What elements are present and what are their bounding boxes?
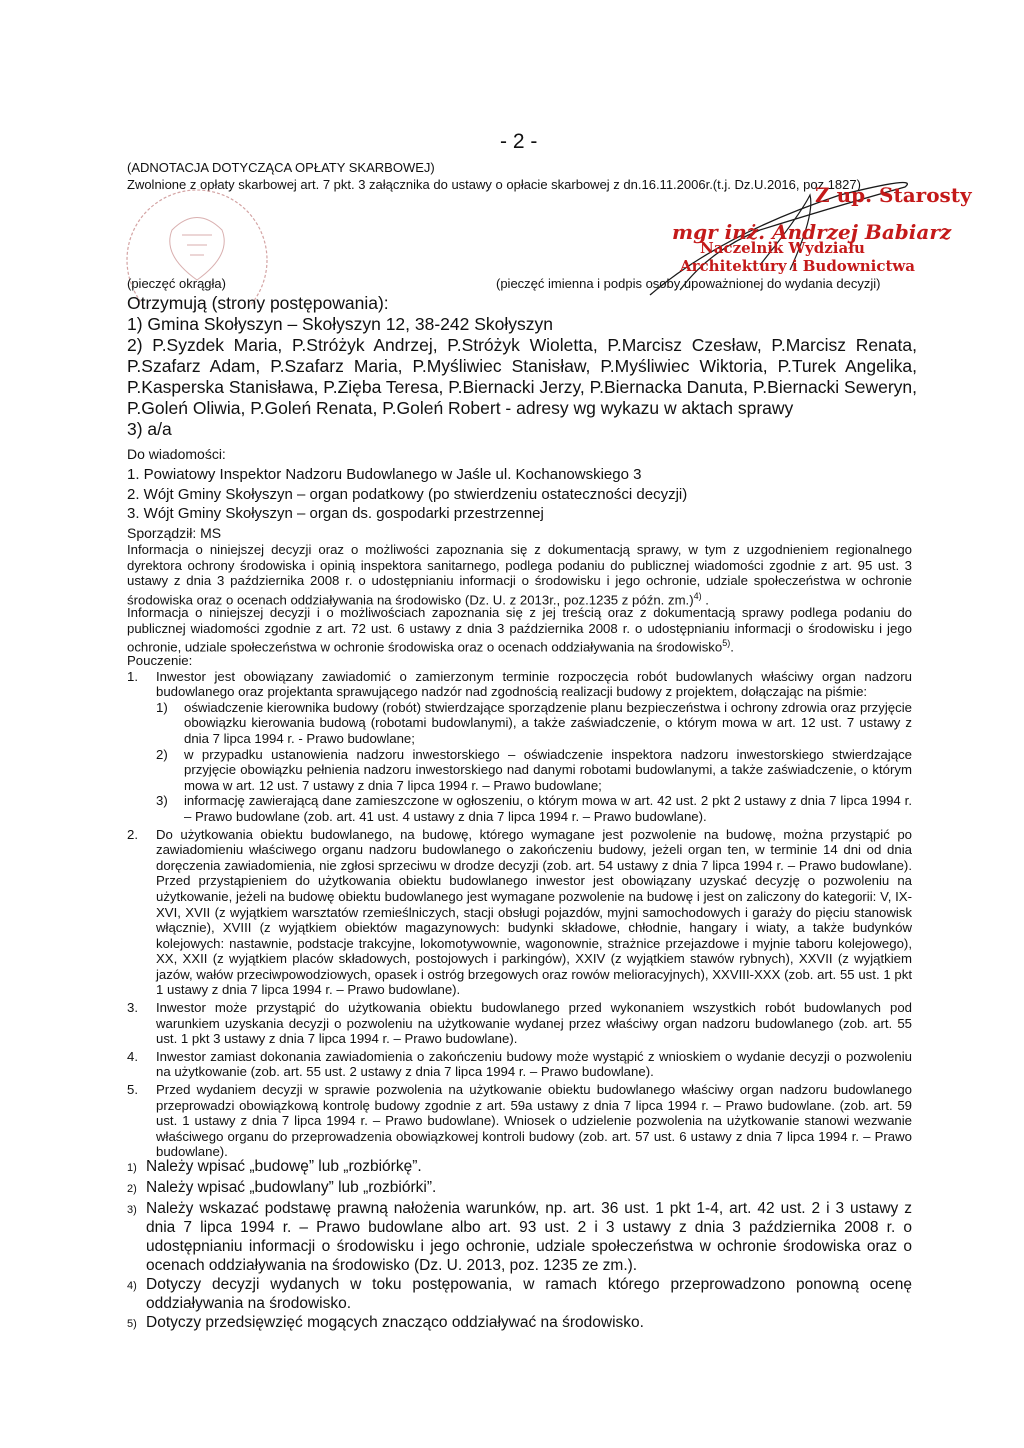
notification-item: 2. Wójt Gminy Skołyszyn – organ podatkowy (po stwierdzeniu ostateczności decyzji): [127, 485, 688, 503]
stamp-name: mgr inż. Andrzej Babiarz: [672, 220, 952, 244]
fee-exemption-note: Zwolnione z opłaty skarbowej art. 7 pkt. 3 załącznika do ustawy o opłacie skarbowej z dn.16.11.2006r.(t.j. Dz.U.2016, poz.1827): [127, 177, 861, 192]
recipients-title: Otrzymują (strony postępowania):: [127, 293, 389, 313]
instruction-title: Pouczenie:: [127, 653, 193, 668]
instruction-item: 5. Przed wydaniem decyzji w sprawie pozwolenia na użytkowanie obiektu budowlanego właściwy organ nadzoru budowlanego przeprowadzi obowiązkową kontrolę budowy zgodnie z art. 59a ustawy z dnia 7 lipca 1994 r. – Prawo budowlane. (zob. art. 59 ust. 1 ustawy z dnia 7 lipca 1994 r. – Prawo budowlane). Wniosek o udzielenie pozwolenia na użytkowanie stanowi wezwanie właściwego organu do przeprowadzenia obowiązkowej kontroli budowy (zob. art. 57 ust. 6 ustawy z dnia 7 lipca 1994 r. – Prawo budowlane).: [127, 1082, 912, 1160]
notification-list: [127, 465, 912, 524]
footnote: 3) Należy wskazać podstawę prawną nałożenia warunków, np. art. 36 ust. 1 pkt 1-4, art. 42 ust. 2 i 3 ustawy z dnia 7 lipca 1994 r. – Prawo budowlane albo art. 93 ust. 2 i 3 ustawy z dnia 3 października 2008 r. o udostępnianiu informacji o środowisku i jego ochronie, udziale społeczeństwa w ochronie środowiska oraz o ocenach oddziaływania na środowisko (Dz. U. 2013, poz. 1235 ze zm.).: [127, 1200, 912, 1274]
footnote: 4) Dotyczy decyzji wydanych w toku postępowania, w ramach którego przeprowadzono ponowną ocenę oddziaływania na środowisko.: [127, 1276, 912, 1312]
notification-item: 1. Powiatowy Inspektor Nadzoru Budowlanego w Jaśle ul. Kochanowskiego 3: [127, 466, 642, 483]
footnote: 5) Dotyczy przedsięwzięć mogących znacząco oddziaływać na środowisko.: [127, 1314, 644, 1331]
seal-label: (pieczęć okrągła): [127, 276, 226, 291]
footnotes-section: [127, 1157, 912, 1334]
footnote: 2) Należy wpisać „budowlany” lub „rozbiórki”.: [127, 1179, 437, 1196]
page-number: - 2 -: [500, 130, 538, 153]
instruction-item: 3. Inwestor może przystąpić do użytkowania obiektu budowlanego przed wykonaniem wszystkich robót budowlanych pod warunkiem uzyskania decyzji o pozwoleniu na użytkowanie wydanej przez właściwy organ nadzoru budowlanego (zob. art. 55 ust. 1 pkt 3 ustawy z dnia 7 lipca 1994 r. – Prawo budowlane).: [127, 1000, 912, 1047]
prepared-by: Sporządził: MS: [127, 525, 222, 541]
stamp-department: Architektury i Budownictwa: [680, 257, 916, 275]
stamp-position: Naczelnik Wydziału: [700, 239, 865, 257]
recipient-item: 2) P.Syzdek Maria, P.Stróżyk Andrzej, P.Stróżyk Wioletta, P.Marcisz Czesław, P.Marcisz Renata, P.Szafarz Adam, P.Szafarz Maria, P.Myśliwiec Stanisław, P.Myśliwiec Wiktoria, P.Turek Angelika, P.Kasperska Stanisława, P.Zięba Teresa, P.Biernacki Jerzy, P.Biernacka Danuta, P.Biernacki Seweryn, P.Goleń Oliwia, P.Goleń Renata, P.Goleń Robert - adresy wg wykazu w aktach sprawy: [127, 335, 917, 418]
public-info-2: Informacja o niniejszej decyzji i o możliwościach zapoznania się z jej treścią oraz z dokumentacją sprawy podlega podaniu do publicznej wiadomości zgodnie z art. 72 ust. 6 ustawy z dnia 3 października 2008 r. o udostępnianiu informacji o środowisku i jego ochronie, udziale społeczeństwa w ochronie środowiska oraz o ocenach oddziaływania na środowisko$^{5)}$.: [127, 605, 912, 655]
instruction-item: 1. Inwestor jest obowiązany zawiadomić o zamierzonym terminie rozpoczęcia robót budowlanych właściwy organ nadzoru budowlanego oraz projektanta sprawującego nadzór nad zgodnością realizacji budowy z projektem, dołączając na piśmie: 1) oświadczenie kierownika budowy (robót) stwierdzające sporządzenie planu bezpieczeństwa i ochrony zdrowia oraz przyjęcie obowiązku kierowania budową (robotami budowlanymi), a także zaświadczenie, o którym mowa w art. 12 ust. 7 ustawy z dnia 7 lipca 1994 r. - Prawo budowlane; 2) w przypadku ustanowienia nadzoru inwestorskiego – oświadczenie inspektora nadzoru inwestorskiego stwierdzające przyjęcie obowiązku pełnienia nadzoru inwestorskiego nad danymi robotami budowlanymi, a także zaświadczenie, o którym mowa w art. 12 ust. 7 ustawy z dnia 7 lipca 1994 r. – Prawo budowlane; 3) informację zawierającą dane zamieszczone w ogłoszeniu, o którym mowa w art. 42 ust. 2 pkt 2 ustawy z dnia 7 lipca 1994 r. – Prawo budowlane (zob. art. 41 ust. 4 ustawy z dnia 7 lipca 1994 r. – Prawo budowlane).: [127, 668, 912, 824]
stamp-authorization: Z up. Starosty: [815, 183, 972, 207]
instruction-section: [127, 653, 912, 1162]
signature-label: (pieczęć imienna i podpis osoby upoważnionej do wydania decyzji): [496, 276, 881, 291]
recipient-item: 3) a/a: [127, 419, 172, 439]
instruction-item: 2. Do użytkowania obiektu budowlanego, na budowę, którego wymagane jest pozwolenie na budowę, można przystąpić po zawiadomieniu właściwego organu nadzoru budowlanego o zakończeniu budowy, jeżeli organ ten, w terminie 14 dni od dnia doręczenia zawiadomienia, nie zgłosi sprzeciwu w drodze decyzji (zob. art. 54 ustawy z dnia 7 lipca 1994 r. – Prawo budowlane). Przed przystąpieniem do użytkowania obiektu budowlanego inwestor jest obowiązany uzyskać decyzję o pozwoleniu na użytkowanie, jeżeli na budowę obiektu budowlanego jest wymagane pozwolenie na budowę i jest on zaliczony do kategorii: V, IX-XVI, XVII (z wyjątkiem warsztatów rzemieślniczych, stacji obsługi pojazdów, myjni samochodowych i garaży do pięciu stanowisk włącznie), XVIII (z wyjątkiem obiektów magazynowych: budynki składowe, chłodnie, hangary i wiaty, a także budynków kolejowych: nastawnie, podstacje trakcyjne, lokomotywownie, wagonownie, strażnice przejazdowe i myjnie taboru kolejowego), XX, XXII (z wyjątkiem placów składowych, postojowych i parkingów), XXIV (z wyjątkiem stawów rybnych), XXVII (z wyjątkiem jazów, wałów przeciwpowodziowych, opasek i ostróg brzegowych oraz rowów melioracyjnych), XXVIII-XXX (zob. art. 55 ust. 1 pkt 1 ustawy z dnia 7 lipca 1994 r. – Prawo budowlane).: [127, 826, 912, 998]
notification-title: Do wiadomości:: [127, 446, 226, 462]
instruction-subitem: 2) w przypadku ustanowienia nadzoru inwestorskiego – oświadczenie inspektora nadzoru inwestorskiego stwierdzające przyjęcie obowiązku pełnienia nadzoru inwestorskiego nad danymi robotami budowlanymi, a także zaświadczenie, o którym mowa w art. 12 ust. 7 ustawy z dnia 7 lipca 1994 r. – Prawo budowlane;: [156, 746, 912, 793]
recipient-item: 1) Gmina Skołyszyn – Skołyszyn 12, 38-242 Skołyszyn: [127, 314, 554, 334]
public-info-1: Informacja o niniejszej decyzji oraz o możliwości zapoznania się z dokumentacją sprawy, w tym z uzgodnieniem regionalnego dyrektora ochrony środowiska i opinią inspektora sanitarnego, podlega podaniu do publicznej wiadomości zgodnie z art. 95 ust. 3 ustawy z dnia 3 października 2008 r. o udostępnianiu informacji o środowisku i jego ochronie, udziale społeczeństwa w ochronie środowiska oraz o ocenach oddziaływania na środowisko (Dz. U. z 2013r., poz.1235 z późn. zm.)$^{4)}$ .: [127, 542, 912, 608]
instruction-subitem: 3) informację zawierającą dane zamieszczone w ogłoszeniu, o którym mowa w art. 42 ust. 2 pkt 2 ustawy z dnia 7 lipca 1994 r. – Prawo budowlane (zob. art. 41 ust. 4 ustawy z dnia 7 lipca 1994 r. – Prawo budowlane).: [156, 793, 912, 824]
fee-annotation-title: (ADNOTACJA DOTYCZĄCA OPŁATY SKARBOWEJ): [127, 160, 435, 175]
instruction-item: 4. Inwestor zamiast dokonania zawiadomienia o zakończeniu budowy może wystąpić z wnioskiem o wydanie decyzji o pozwoleniu na użytkowanie (zob. art. 55 ust. 2 ustawy z dnia 7 lipca 1994 r. – Prawo budowlane).: [127, 1048, 912, 1080]
recipients-section: [127, 293, 917, 440]
notification-item: 3. Wójt Gminy Skołyszyn – organ ds. gospodarki przestrzennej: [127, 505, 544, 522]
instruction-subitem: 1) oświadczenie kierownika budowy (robót) stwierdzające sporządzenie planu bezpieczeństwa i ochrony zdrowia oraz przyjęcie obowiązku kierowania budową (robotami budowlanymi), a także zaświadczenie, o którym mowa w art. 12 ust. 7 ustawy z dnia 7 lipca 1994 r. - Prawo budowlane;: [156, 699, 912, 746]
footnote: 1) Należy wpisać „budowę” lub „rozbiórkę”.: [127, 1158, 422, 1175]
